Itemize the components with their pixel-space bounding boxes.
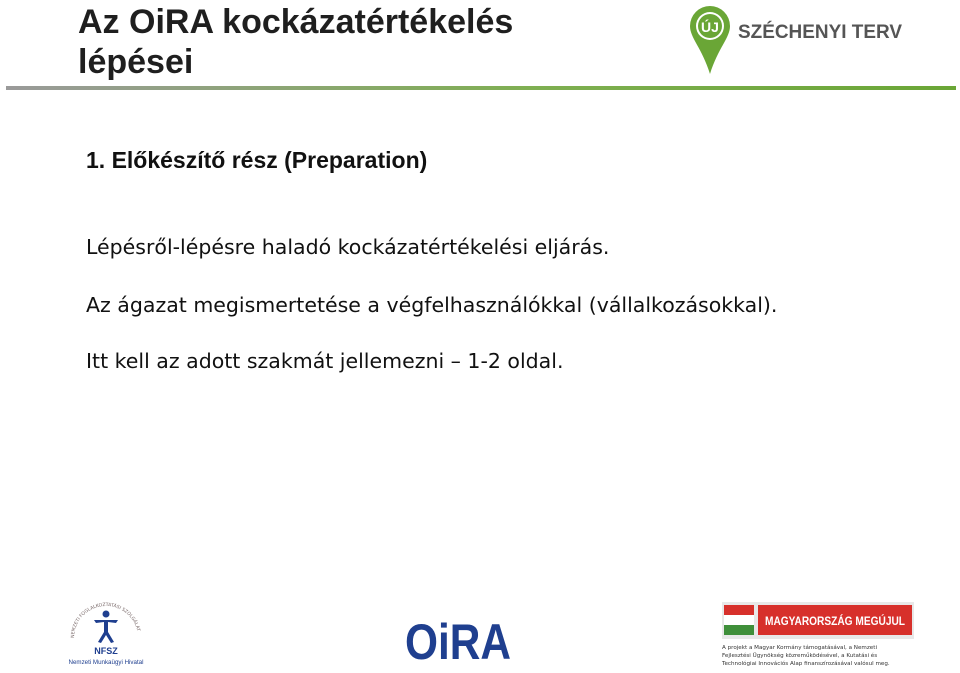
mm-caption-line-1: A projekt a Magyar Kormány támogatásával, a Nemzeti — [722, 645, 877, 651]
oira-logo — [402, 607, 514, 670]
page-title — [78, 2, 658, 82]
logo-ring-text: ÚJ — [701, 19, 719, 35]
header-divider — [6, 86, 956, 90]
paragraph-3: Itt kell az adott szakmát jellemezni – 1-2 oldal. — [86, 349, 564, 373]
paragraph-1: Lépésről-lépésre haladó kockázatértékelési eljárás. — [86, 235, 610, 259]
mm-caption — [722, 644, 916, 668]
paragraph-2: Az ágazat megismertetése a végfelhasználókkal (vállalkozásokkal). — [86, 293, 778, 317]
nfsz-ring-text: NEMZETI FOGLALKOZTATÁSI SZOLGÁLAT — [70, 602, 141, 639]
mm-banner-text: MAGYARORSZÁG MEGÚJUL — [765, 616, 924, 628]
nfsz-abbr: NFSZ — [94, 646, 118, 656]
hungarian-flag-icon — [724, 605, 754, 635]
mm-banner — [722, 602, 924, 639]
person-icon — [94, 611, 118, 644]
szechenyi-terv-logo — [688, 4, 908, 76]
logo-name: SZÉCHENYI TERV — [738, 22, 903, 43]
section-heading: 1. Előkészítő rész (Preparation) — [86, 147, 428, 173]
nfsz-caption: Nemzeti Munkaügyi Hivatal — [68, 659, 144, 666]
mm-caption-line-2: Fejlesztési Ügynökség közreműködésével, a Kutatási és — [722, 653, 878, 659]
mm-caption-line-3: Technológiai Innovációs Alap finanszírozásával valósul meg. — [722, 661, 890, 667]
page-title-line-1: Az OiRA kockázatértékelés — [78, 3, 514, 41]
oira-logo-text: OiRA — [405, 614, 511, 670]
page-title-line-2: lépései — [78, 43, 194, 81]
magyarorszag-megujul-logo — [722, 602, 924, 672]
nfsz-logo — [64, 598, 148, 668]
